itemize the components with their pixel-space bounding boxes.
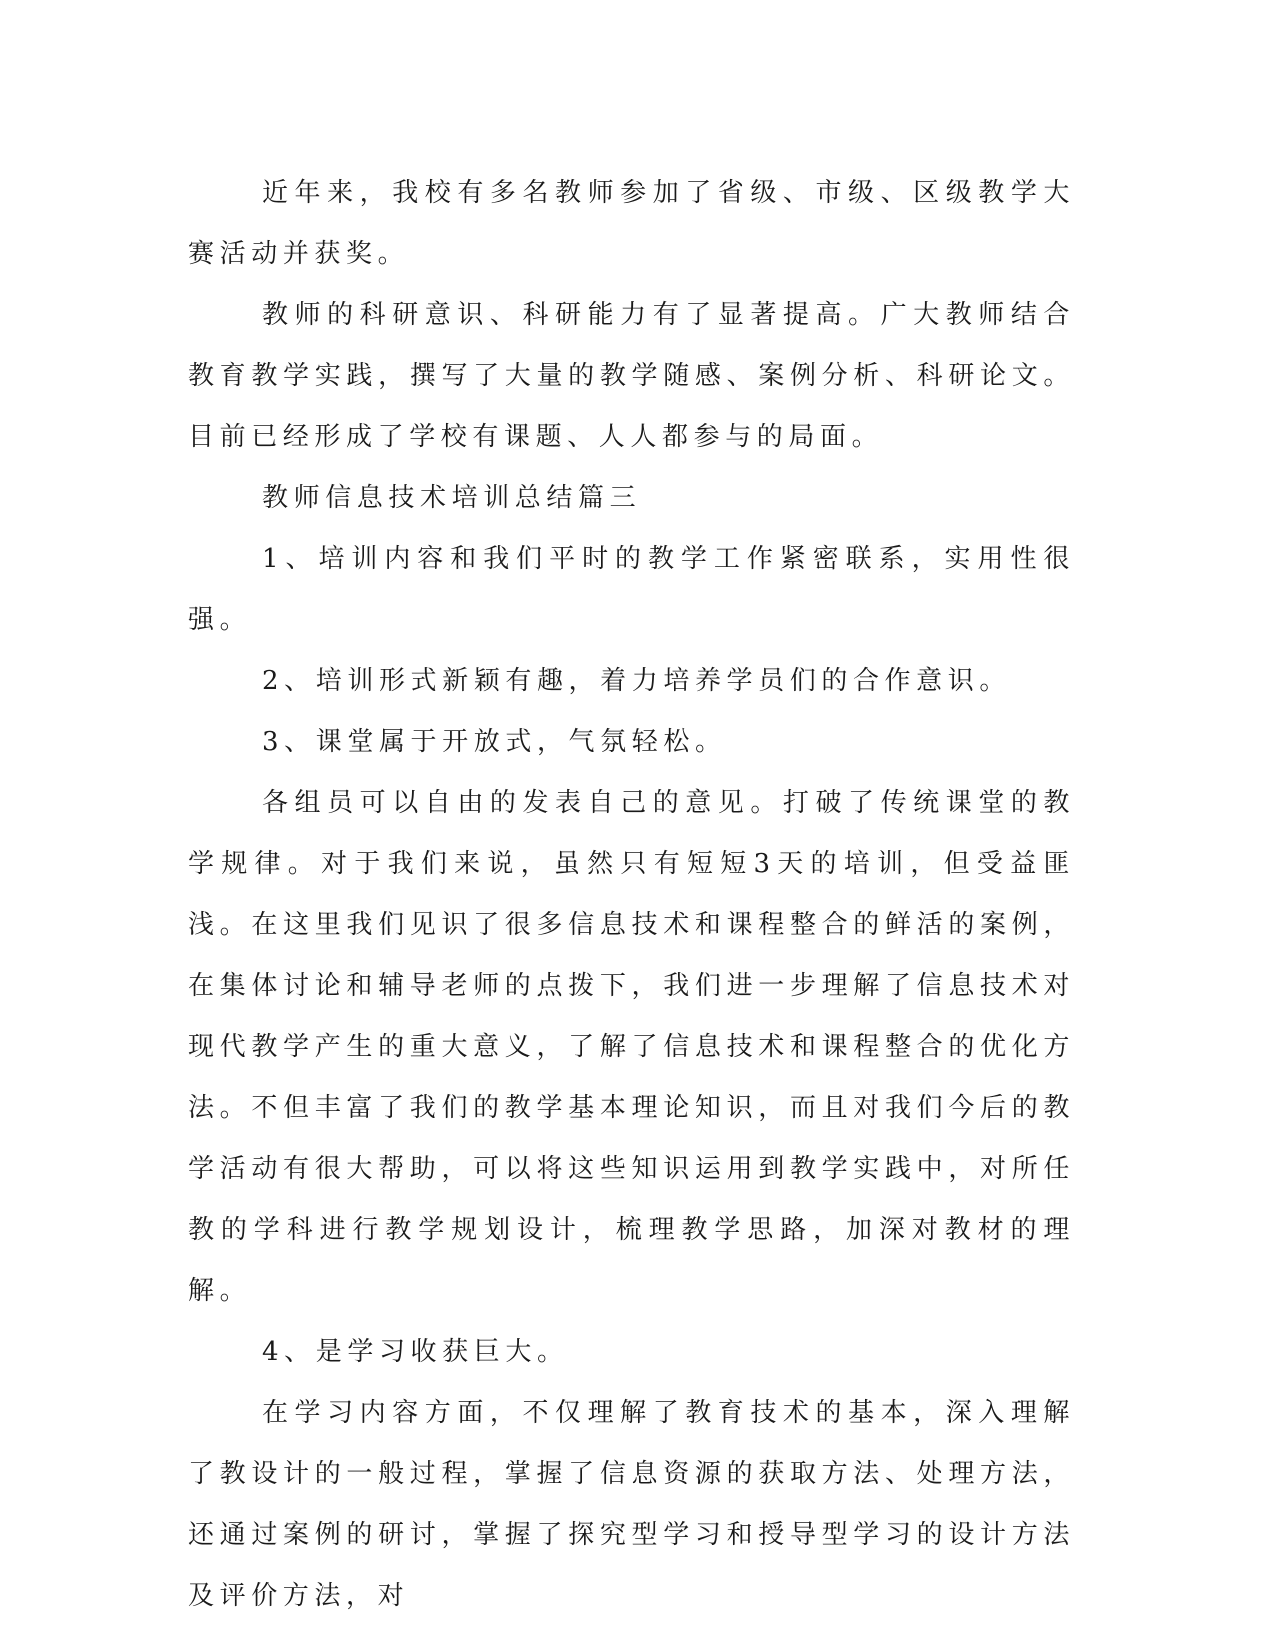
list-item-2: 2、培训形式新颖有趣，着力培养学员们的合作意识。 <box>262 666 1011 696</box>
paragraph-research: 教师的科研意识、科研能力有了显著提高。广大教师结合教育教学实践，撰写了大量的教学随感、案例分析、科研论文。目前已经形成了学校有课题、人人都参与的局面。 <box>188 300 1075 452</box>
paragraph-awards: 近年来，我校有多名教师参加了省级、市级、区级教学大赛活动并获奖。 <box>188 178 1075 269</box>
document-body <box>188 163 1075 1627</box>
list-item-1: 1、培训内容和我们平时的教学工作紧密联系，实用性很强。 <box>188 544 1075 635</box>
paragraph-discussion: 各组员可以自由的发表自己的意见。打破了传统课堂的教学规律。对于我们来说，虽然只有短短3天的培训，但受益匪浅。在这里我们见识了很多信息技术和课程整合的鲜活的案例，在集体讨论和辅导老师的点拨下，我们进一步理解了信息技术对现代教学产生的重大意义，了解了信息技术和课程整合的优化方法。不但丰富了我们的教学基本理论知识，而且对我们今后的教学活动有很大帮助，可以将这些知识运用到教学实践中，对所任教的学科进行教学规划设计，梳理教学思路，加深对教材的理解。 <box>188 788 1075 1306</box>
section-heading: 教师信息技术培训总结篇三 <box>262 483 642 513</box>
list-item-3: 3、课堂属于开放式，气氛轻松。 <box>262 727 727 757</box>
paragraph-learning-content: 在学习内容方面，不仅理解了教育技术的基本，深入理解了教设计的一般过程，掌握了信息资源的获取方法、处理方法，还通过案例的研讨，掌握了探究型学习和授导型学习的设计方法及评价方法，对 <box>188 1398 1075 1611</box>
list-item-4: 4、是学习收获巨大。 <box>262 1337 569 1367</box>
